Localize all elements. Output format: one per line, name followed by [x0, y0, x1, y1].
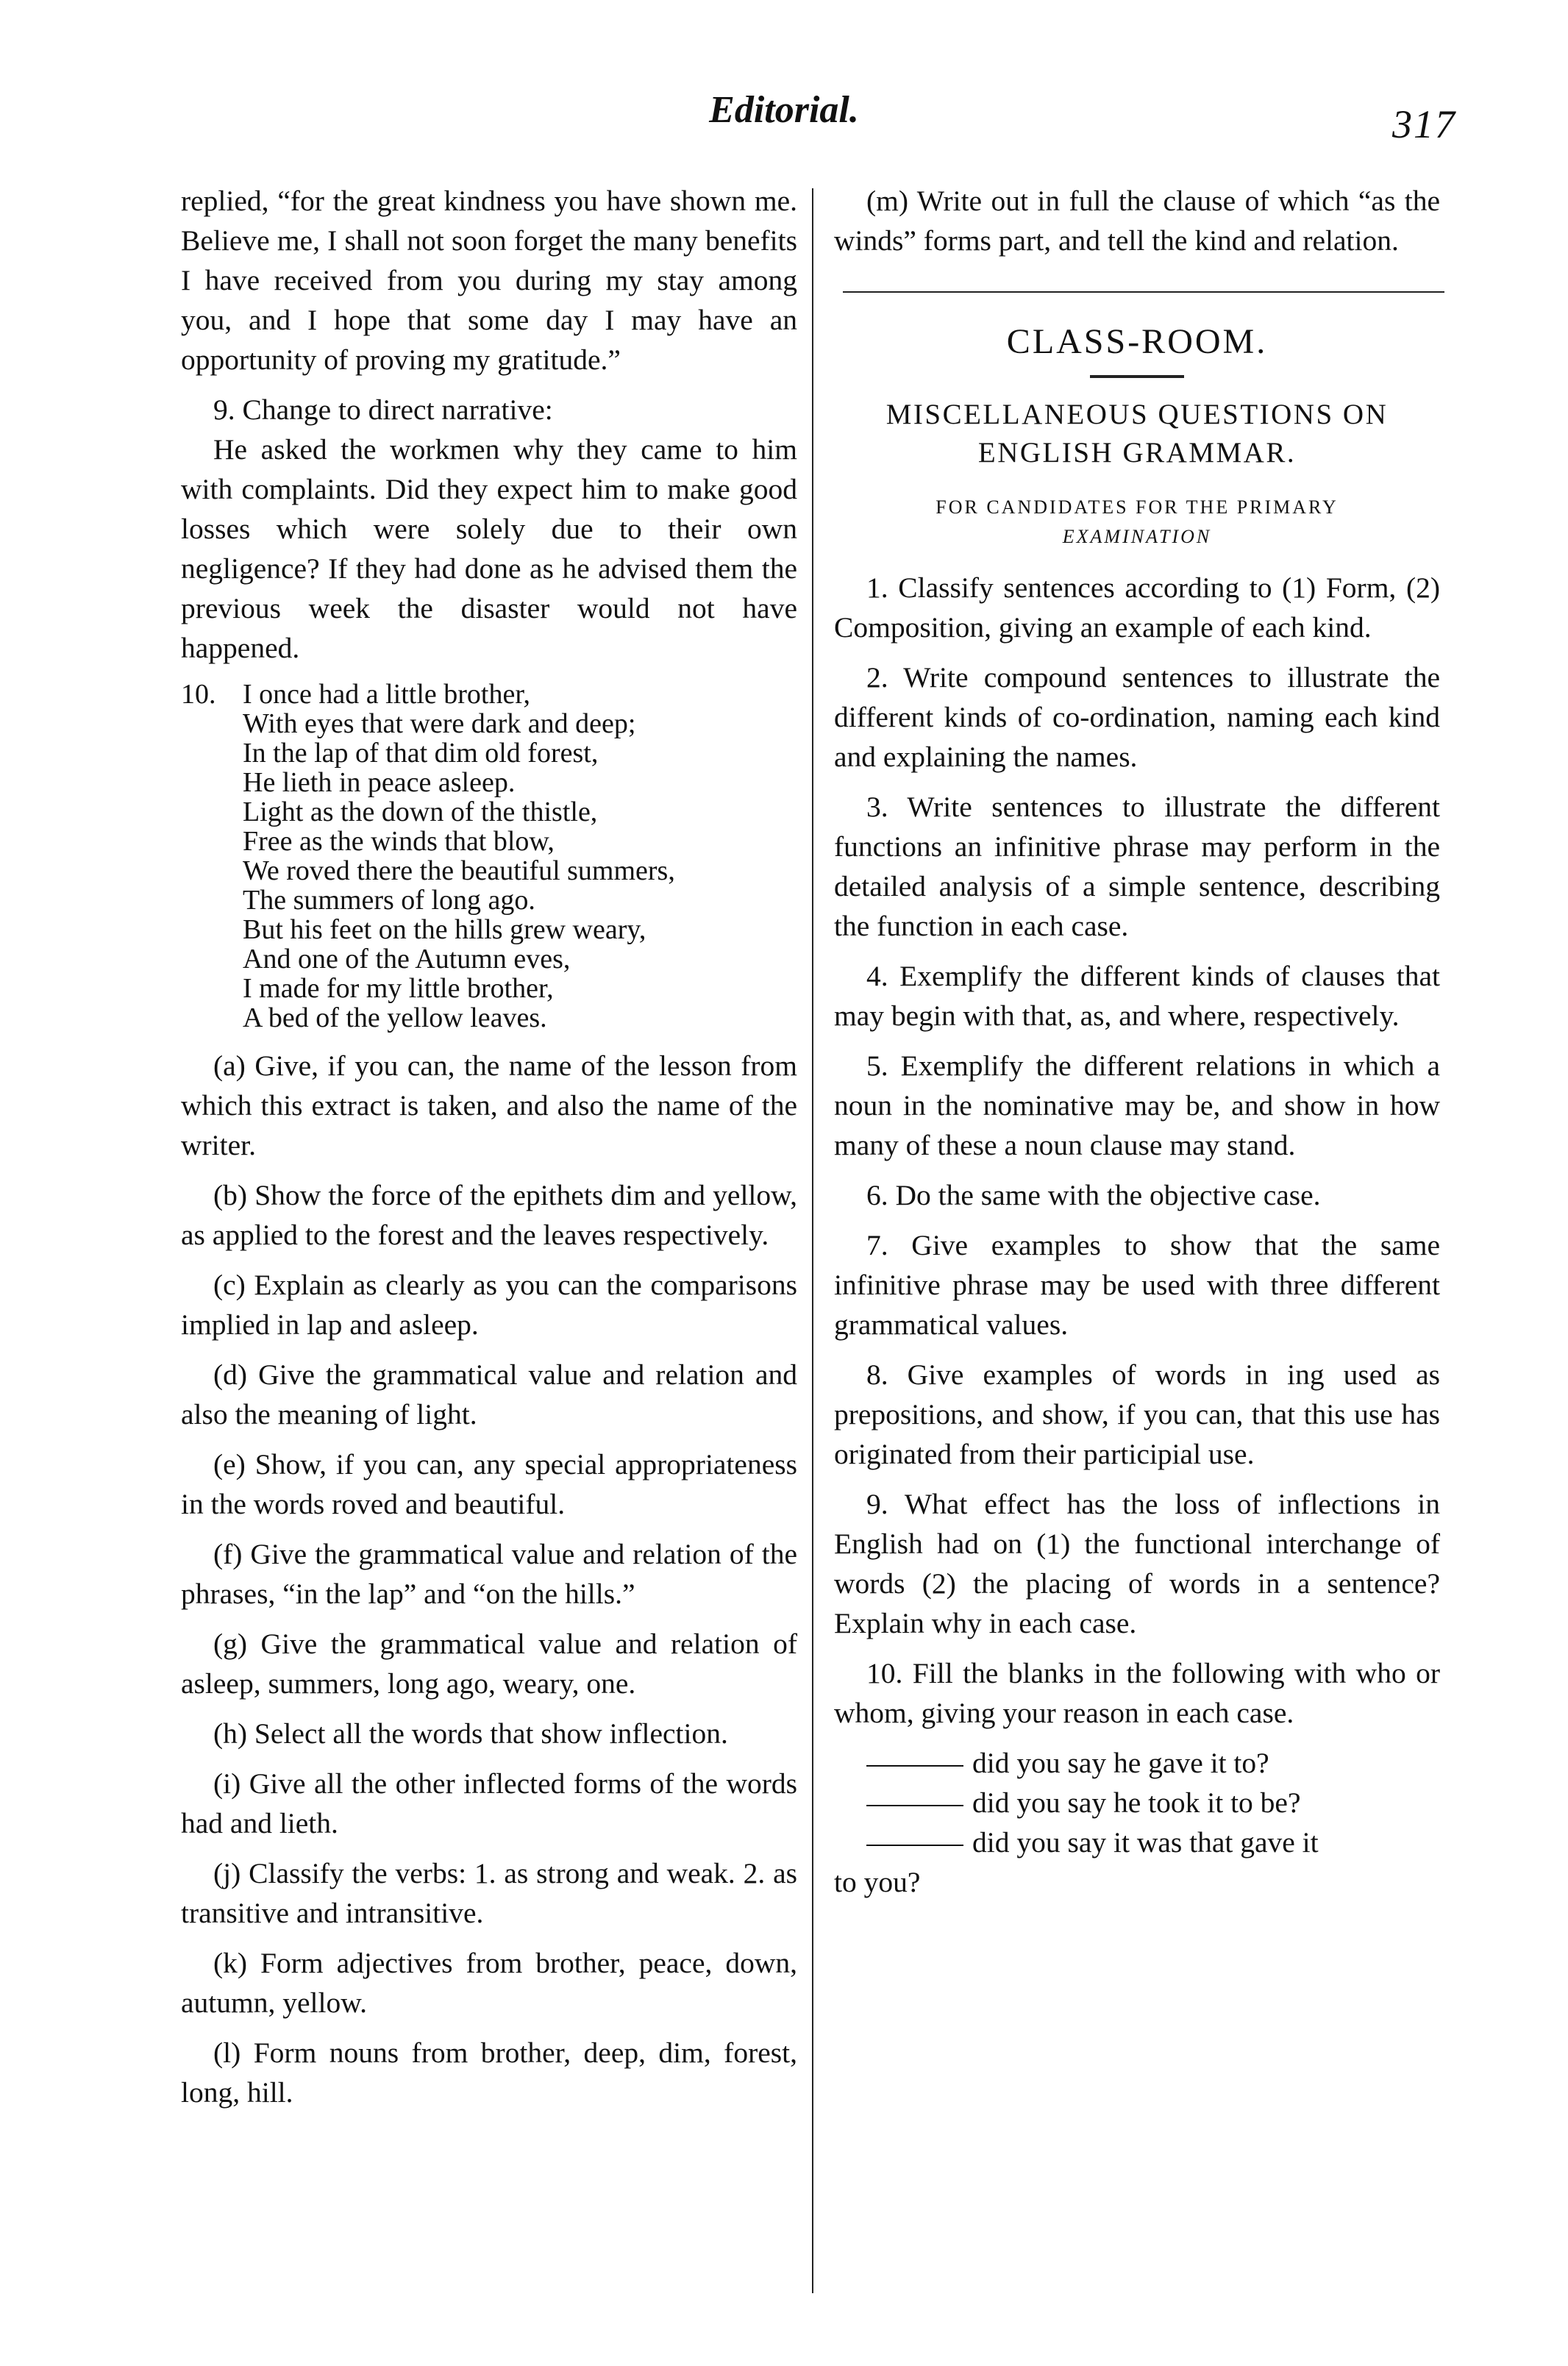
section-title: CLASS-ROOM. [1006, 322, 1268, 361]
question-9: 9. What effect has the loss of inflections in English had on (1) the functional interchange of words (2) the placing of words in a sentence? Explain why in each case. [834, 1488, 1440, 1639]
blank-line [834, 1783, 1440, 1822]
question-4: 4. Exemplify the different kinds of clauses that may begin with that, as, and where, respectively. [834, 960, 1440, 1032]
opening-paragraph: replied, “for the great kindness you have shown me. Believe me, I shall not soon forget the many benefits I have received from you during my stay among you, and I hope that some day I may have an opportunity of proving my gratitude.” [181, 185, 797, 376]
sub-question-l: (l) Form nouns from brother, deep, dim, forest, long, hill. [181, 2037, 797, 2109]
section-subheading-2: EXAMINATION [1062, 526, 1212, 547]
sub-question-h: (h) Select all the words that show inflection. [213, 1717, 728, 1750]
sub-question-f: (f) Give the grammatical value and relation of the phrases, “in the lap” and “on the hills.” [181, 1538, 797, 1610]
poem-line: I made for my little brother, [243, 973, 554, 1004]
section-heading: MISCELLANEOUS QUESTIONS ON ENGLISH GRAMMAR. [885, 399, 1389, 468]
poem-line: But his feet on the hills grew weary, [243, 914, 646, 945]
sub-question-e: (e) Show, if you can, any special appropriateness in the words roved and beautiful. [181, 1448, 797, 1520]
question-2: 2. Write compound sentences to illustrate the different kinds of co-ordination, naming each kind and explaining the names. [834, 661, 1440, 773]
sub-question-j: (j) Classify the verbs: 1. as strong and weak. 2. as transitive and intransitive. [181, 1857, 797, 1929]
sub-question-k: (k) Form adjectives from brother, peace, down, autumn, yellow. [181, 1947, 797, 2019]
question-8: 8. Give examples of words in ing used as prepositions, and show, if you can, that this use has originated from their participial use. [834, 1358, 1440, 1470]
poem-number: 10. [181, 679, 216, 710]
blank-tail: to you? [834, 1866, 921, 1898]
blank-line [834, 1822, 1440, 1862]
left-column [181, 181, 797, 2112]
blank-text: did you say it was that gave it [972, 1826, 1319, 1859]
question-9-heading: 9. Change to direct narrative: [213, 393, 553, 426]
section-subheading: FOR CANDIDATES FOR THE PRIMARY [936, 496, 1339, 518]
poem-line: A bed of the yellow leaves. [243, 1002, 547, 1033]
sub-question-d: (d) Give the grammatical value and relation and also the meaning of light. [181, 1358, 797, 1430]
section-rule [843, 291, 1444, 293]
running-title: Editorial. [709, 89, 859, 131]
page-number: 317 [1392, 102, 1456, 146]
blank-line [834, 1743, 1440, 1783]
poem-line: With eyes that were dark and deep; [243, 708, 636, 739]
question-9-text: He asked the workmen why they came to him with complaints. Did they expect him to make good losses which were solely due to their own negligence? If they had done as he advised them the previous week the disaster would not have happened. [181, 433, 797, 664]
poem [181, 679, 797, 1033]
poem-line: He lieth in peace asleep. [243, 767, 516, 798]
title-rule [1090, 375, 1184, 378]
sub-question-c: (c) Explain as clearly as you can the comparisons implied in lap and asleep. [181, 1269, 797, 1341]
sub-question-m: (m) Write out in full the clause of which “as the winds” forms part, and tell the kind and relation. [834, 185, 1440, 257]
blank-rule [866, 1845, 963, 1846]
question-3: 3. Write sentences to illustrate the different functions an infinitive phrase may perform in the detailed analysis of a simple sentence, describing the function in each case. [834, 791, 1440, 942]
blank-text: did you say he took it to be? [972, 1786, 1301, 1819]
column-divider [812, 188, 813, 2293]
question-5: 5. Exemplify the different relations in which a noun in the nominative may be, and show in how many of these a noun clause may stand. [834, 1050, 1440, 1161]
poem-line: The summers of long ago. [243, 885, 535, 916]
sub-question-i: (i) Give all the other inflected forms of the words had and lieth. [181, 1767, 797, 1839]
poem-line: And one of the Autumn eves, [243, 944, 571, 974]
blank-rule [866, 1805, 963, 1806]
sub-question-a: (a) Give, if you can, the name of the lesson from which this extract is taken, and also the name of the writer. [181, 1050, 797, 1161]
question-7: 7. Give examples to show that the same infinitive phrase may be used with three different grammatical values. [834, 1229, 1440, 1341]
poem-line: We roved there the beautiful summers, [243, 855, 675, 886]
poem-line: In the lap of that dim old forest, [243, 738, 599, 769]
poem-line: Light as the down of the thistle, [243, 797, 598, 827]
right-column [834, 181, 1440, 1902]
poem-line: I once had a little brother, [243, 679, 530, 710]
question-10: 10. Fill the blanks in the following with who or whom, giving your reason in each case. [834, 1657, 1440, 1729]
sub-question-g: (g) Give the grammatical value and relation of asleep, summers, long ago, weary, one. [181, 1628, 797, 1700]
question-6: 6. Do the same with the objective case. [866, 1179, 1321, 1211]
question-1: 1. Classify sentences according to (1) Form, (2) Composition, giving an example of each kind. [834, 571, 1440, 644]
blank-text: did you say he gave it to? [972, 1747, 1269, 1779]
blank-rule [866, 1765, 963, 1767]
sub-question-b: (b) Show the force of the epithets dim and yellow, as applied to the forest and the leaves respectively. [181, 1179, 797, 1251]
poem-line: Free as the winds that blow, [243, 826, 555, 857]
